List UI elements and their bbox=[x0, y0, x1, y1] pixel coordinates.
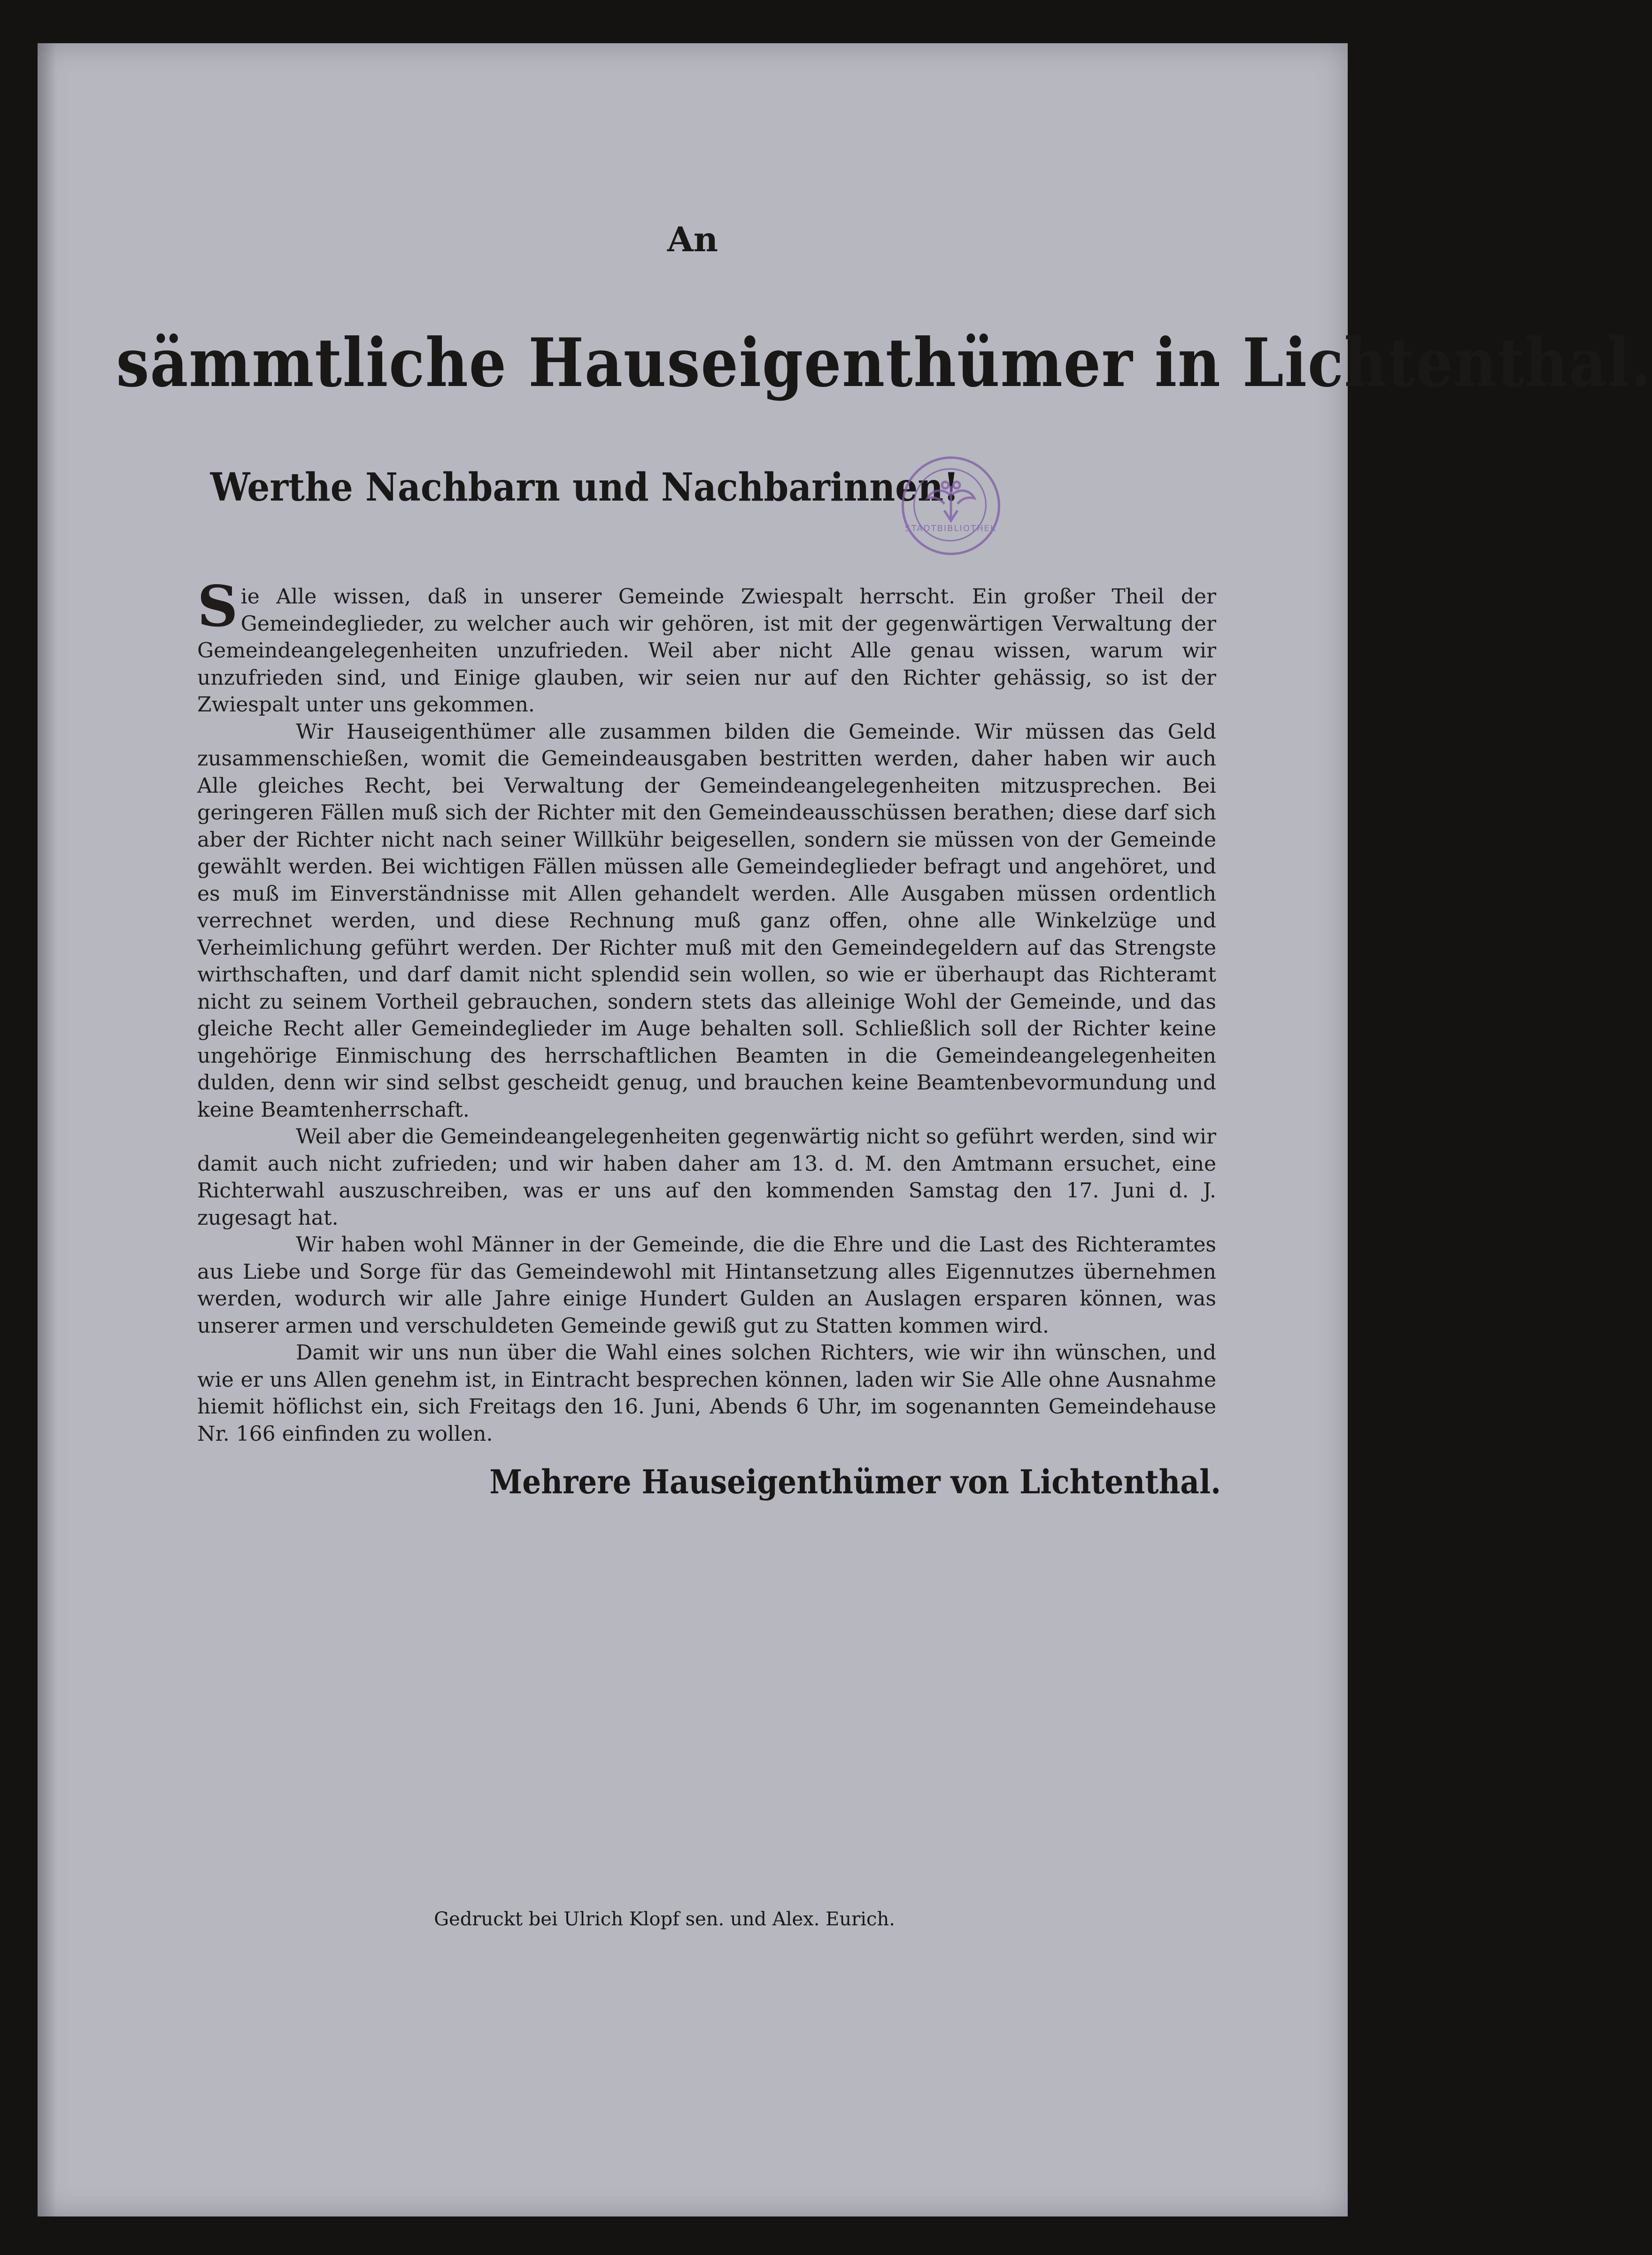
paragraph-1 bbox=[197, 573, 1216, 718]
paragraph-2: Wir Hauseigenthümer alle zusammen bilden die Gemeinde. Wir müssen das Geld zusammenschießen, womit die Gemeindeausgaben bestritten werden, daher haben wir auch Alle gleiches Recht, bei Verwaltung der Gemeindeangelegenheiten mitzusprechen. Bei geringeren Fällen muß sich der Richter mit den Gemeindeausschüssen berathen; diese darf sich aber der Richter nicht nach seiner Willkühr beigesellen, sondern sie müssen von der Gemeinde gewählt werden. Bei wichtigen Fällen müssen alle Gemeindeglieder befragt und angehöret, und es muß im Einverständnisse mit Allen gehandelt werden. Alle Ausgaben müssen ordentlich verrechnet werden, und diese Rechnung muß ganz offen, ohne alle Winkelzüge und Verheimlichung geführt werden. Der Richter muß mit den Gemeindegeldern auf das Strengste wirthschaften, und darf damit nicht splendid sein wollen, so wie er überhaupt das Richteramt nicht zu seinem Vortheil gebrauchen, sondern stets das alleinige Wohl der Gemeinde, und das gleiche Recht aller Gemeindeglieder im Auge behalten soll. Schließlich soll der Richter keine ungehörige Einmischung des herrschaftlichen Beamten in die Gemeindeangelegenheiten dulden, denn wir sind selbst gescheidt genug, und brauchen keine Beamtenbevormundung und keine Beamtenherrschaft. bbox=[197, 719, 1216, 1122]
salutation-to: An bbox=[667, 219, 718, 259]
eagle-icon bbox=[923, 478, 979, 529]
body-text bbox=[197, 573, 1216, 1447]
signature: Mehrere Hauseigenthümer von Lichtenthal. bbox=[489, 1462, 1221, 1501]
library-stamp bbox=[902, 456, 1000, 555]
printer-imprint: Gedruckt bei Ulrich Klopf sen. und Alex. Eurich. bbox=[434, 1908, 895, 1930]
greeting: Werthe Nachbarn und Nachbarinnen! bbox=[210, 465, 959, 510]
paragraph-3: Weil aber die Gemeindeangelegenheiten gegenwärtig nicht so geführt werden, sind wir damit auch nicht zufrieden; und wir haben daher am 13. d. M. den Amtmann ersuchet, eine Richterwahl auszuschreiben, was er uns auf den kommenden Samstag den 17. Juni d. J. zugesagt hat. bbox=[197, 1125, 1216, 1230]
paragraph-1-text: ie Alle wissen, daß in unserer Gemeinde Zwiespalt herrscht. Ein großer Theil der Gemeindeglieder, zu welcher auch wir gehören, ist mit der gegenwärtigen Verwaltung der Gemeindeangelegenheiten unzufrieden. Weil aber nicht Alle genau wissen, warum wir unzufrieden sind, und Einige glauben, wir seien nur auf den Richter gehässig, so ist der Zwiespalt unter uns gekommen. bbox=[197, 585, 1216, 717]
paragraph-5: Damit wir uns nun über die Wahl eines solchen Richters, wie wir ihn wünschen, und wie er uns Allen genehm ist, in Eintracht besprechen können, laden wir Sie Alle ohne Ausnahme hiemit höflichst ein, sich Freitags den 16. Juni, Abends 6 Uhr, im sogenannten Gemeindehause Nr. 166 einfinden zu wollen. bbox=[197, 1341, 1216, 1446]
poster-sheet bbox=[38, 43, 1652, 2216]
paragraph-4: Wir haben wohl Männer in der Gemeinde, die die Ehre und die Last des Richteramtes aus Liebe und Sorge für das Gemeindewohl mit Hintansetzung alles Eigennutzes übernehmen werden, wodurch wir alle Jahre einige Hundert Gulden an Auslagen ersparen können, was unserer armen und verschuldeten Gemeinde gewiß gut zu Statten kommen wird. bbox=[197, 1233, 1216, 1338]
stamp-text: STADTBIBLIOTHEK bbox=[905, 524, 997, 533]
paper-edge-shadow bbox=[38, 43, 56, 2216]
dropcap: S bbox=[197, 573, 238, 640]
poster-title: sämmtliche Hauseigenthümer in Lichtenthal. bbox=[116, 324, 1652, 402]
